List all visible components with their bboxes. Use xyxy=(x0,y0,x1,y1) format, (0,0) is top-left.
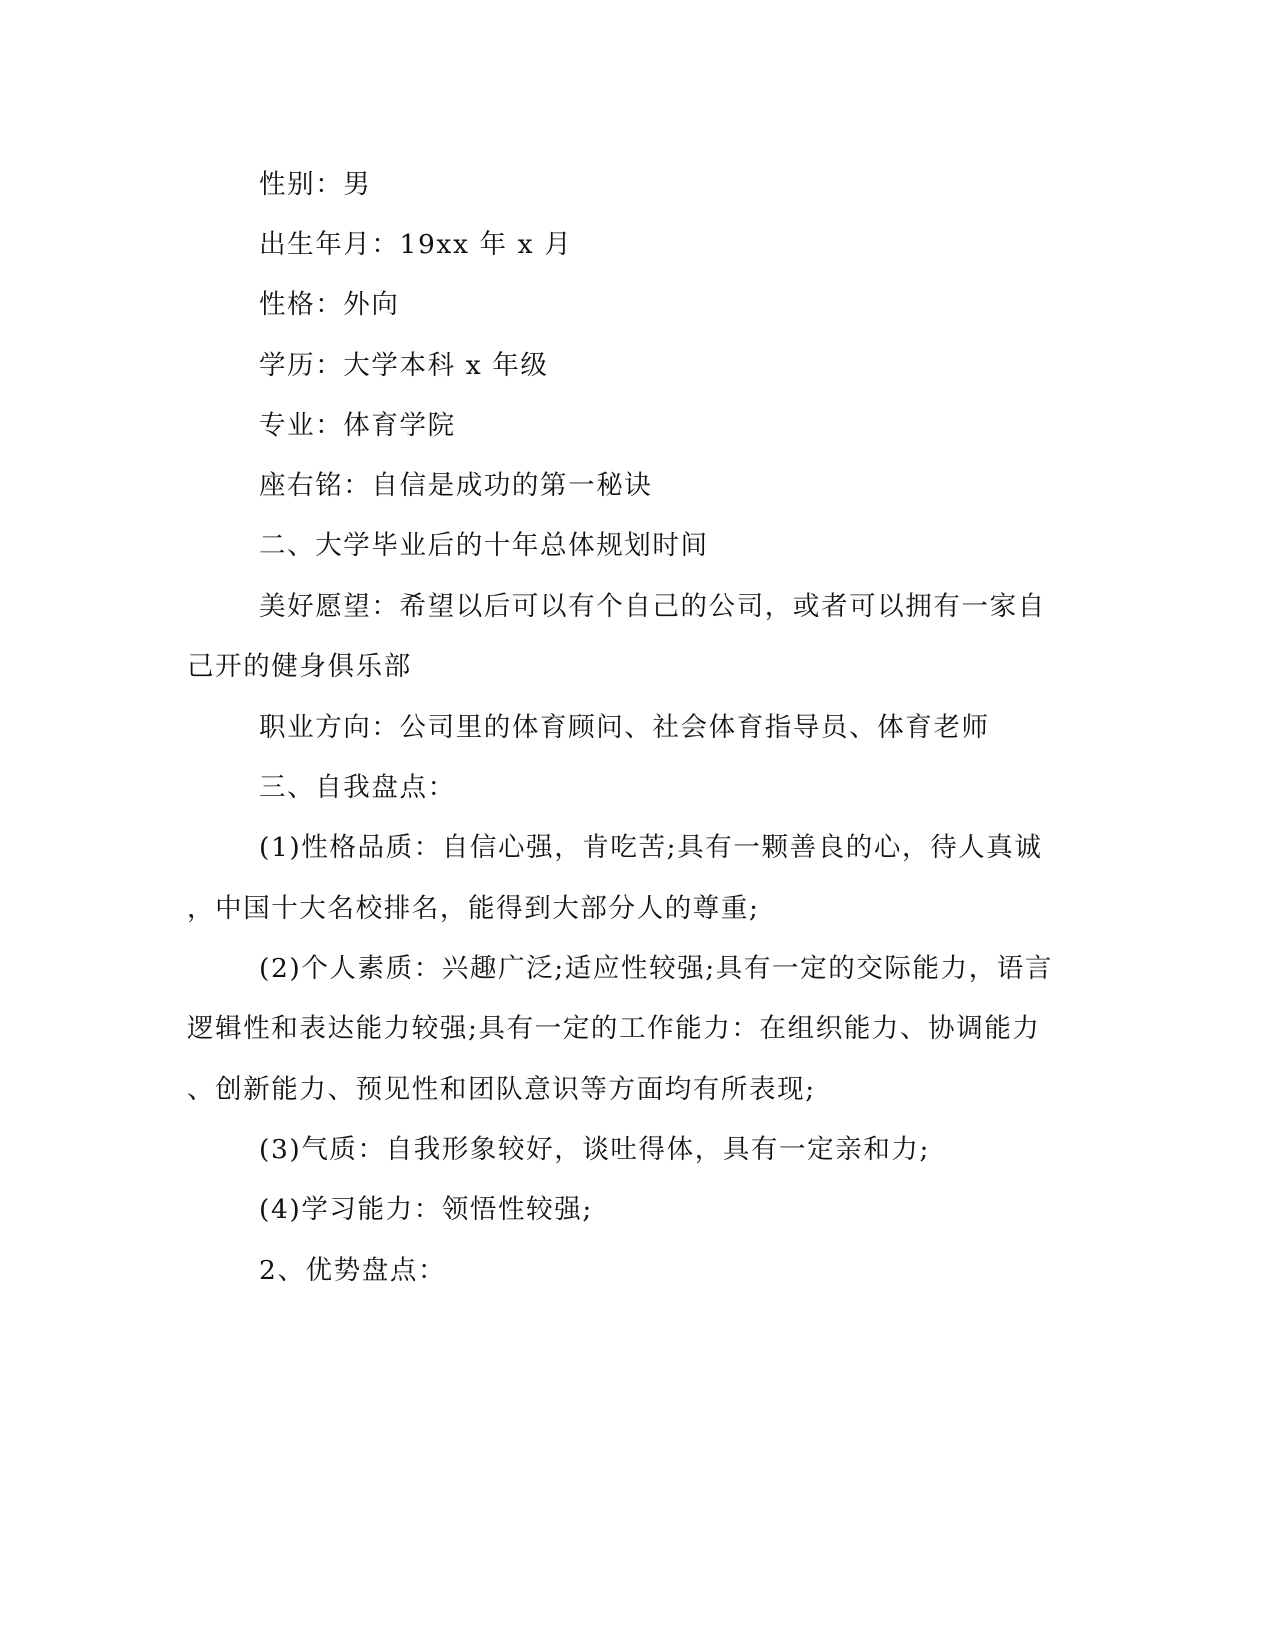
field-education: 学历：大学本科 x 年级 xyxy=(259,350,549,381)
paragraph-learning-ability: (4)学习能力：领悟性较强; xyxy=(259,1194,593,1225)
field-personality: 性格：外向 xyxy=(259,289,400,320)
field-motto: 座右铭：自信是成功的第一秘诀 xyxy=(259,470,653,501)
field-gender: 性别：男 xyxy=(259,169,372,200)
section-heading-ten-year-plan: 二、大学毕业后的十年总体规划时间 xyxy=(259,530,709,561)
paragraph-personal-quality: (2)个人素质：兴趣广泛;适应性较强;具有一定的交际能力，语言 xyxy=(259,953,1053,984)
paragraph-wish-continued: 己开的健身俱乐部 xyxy=(187,651,412,682)
paragraph-character: (1)性格品质：自信心强，肯吃苦;具有一颗善良的心，待人真诚 xyxy=(259,832,1043,863)
paragraph-temperament: (3)气质：自我形象较好，谈吐得体，具有一定亲和力; xyxy=(259,1134,931,1165)
field-birth-date: 出生年月：19xx 年 x 月 xyxy=(259,229,573,260)
paragraph-personal-quality-continued-1: 逻辑性和表达能力较强;具有一定的工作能力：在组织能力、协调能力 xyxy=(187,1013,1041,1044)
paragraph-wish: 美好愿望：希望以后可以有个自己的公司，或者可以拥有一家自 xyxy=(259,591,1046,622)
paragraph-career-direction: 职业方向：公司里的体育顾问、社会体育指导员、体育老师 xyxy=(259,712,990,743)
section-heading-strengths: 2、优势盘点： xyxy=(259,1255,447,1286)
paragraph-character-continued: ，中国十大名校排名，能得到大部分人的尊重; xyxy=(187,893,760,924)
section-heading-self-review: 三、自我盘点： xyxy=(259,772,456,803)
field-major: 专业：体育学院 xyxy=(259,410,456,441)
paragraph-personal-quality-continued-2: 、创新能力、预见性和团队意识等方面均有所表现; xyxy=(187,1074,816,1105)
